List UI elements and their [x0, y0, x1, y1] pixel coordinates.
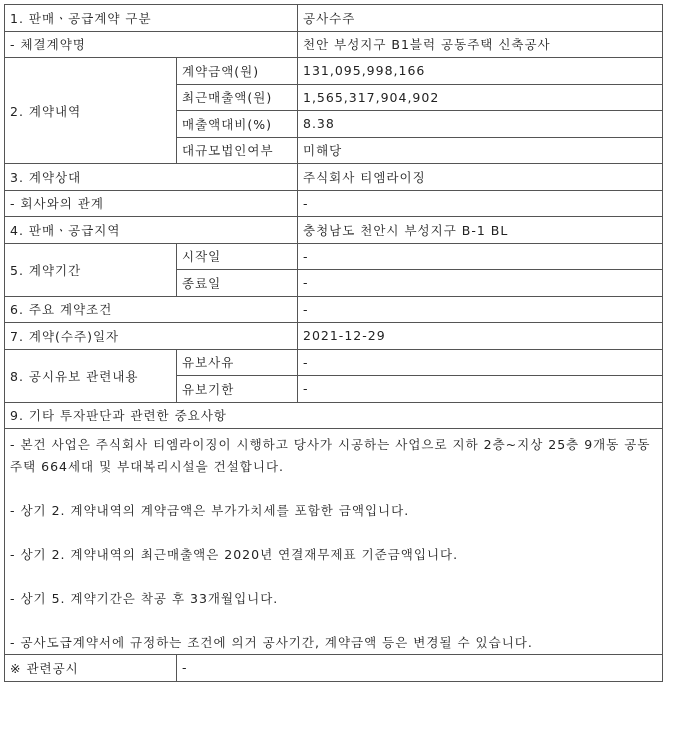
- large-corp-value: 미해당: [298, 137, 663, 164]
- other-matters-notes: [5, 429, 663, 655]
- sales-ratio-label: 매출액대비(%): [177, 111, 298, 138]
- start-date-label: 시작일: [177, 243, 298, 270]
- table-row: [5, 58, 663, 85]
- table-row: [5, 31, 663, 58]
- table-row: [5, 429, 663, 655]
- end-date-value: -: [298, 270, 663, 297]
- sales-type-label: 1. 판매ㆍ공급계약 구분: [5, 5, 298, 32]
- table-row: [5, 217, 663, 244]
- counterparty-label: 3. 계약상대: [5, 164, 298, 191]
- deferral-label: 8. 공시유보 관련내용: [5, 349, 177, 402]
- contract-details-label: 2. 계약내역: [5, 58, 177, 164]
- contract-name-value: 천안 부성지구 B1블럭 공동주택 신축공사: [298, 31, 663, 58]
- table-row: [5, 164, 663, 191]
- deferral-reason-value: -: [298, 349, 663, 376]
- table-row: [5, 402, 663, 429]
- main-terms-label: 6. 주요 계약조건: [5, 296, 298, 323]
- relation-value: -: [298, 190, 663, 217]
- related-disclosure-value: -: [177, 655, 663, 682]
- contract-disclosure-table: [4, 4, 663, 682]
- contract-date-value: 2021-12-29: [298, 323, 663, 350]
- table-row: [5, 296, 663, 323]
- table-row: [5, 323, 663, 350]
- counterparty-value: 주식회사 티엠라이징: [298, 164, 663, 191]
- recent-sales-label: 최근매출액(원): [177, 84, 298, 111]
- recent-sales-value: 1,565,317,904,902: [298, 84, 663, 111]
- period-label: 5. 계약기간: [5, 243, 177, 296]
- sales-type-value: 공사수주: [298, 5, 663, 32]
- end-date-label: 종료일: [177, 270, 298, 297]
- contract-date-label: 7. 계약(수주)일자: [5, 323, 298, 350]
- note-1: - 본건 사업은 주식회사 티엠라이징이 시행하고 당사가 시공하는 사업으로 지하 2층~지상 25층 9개동 공동주택 664세대 및 부대복리시설을 건설합니다.: [10, 437, 651, 474]
- table-row: [5, 243, 663, 270]
- other-matters-label: 9. 기타 투자판단과 관련한 중요사항: [5, 402, 663, 429]
- contract-amount-value: 131,095,998,166: [298, 58, 663, 85]
- related-disclosure-label: ※ 관련공시: [5, 655, 177, 682]
- note-5: - 공사도급계약서에 규정하는 조건에 의거 공사기간, 계약금액 등은 변경될 수 있습니다.: [10, 635, 533, 650]
- large-corp-label: 대규모법인여부: [177, 137, 298, 164]
- sales-ratio-value: 8.38: [298, 111, 663, 138]
- start-date-value: -: [298, 243, 663, 270]
- main-terms-value: -: [298, 296, 663, 323]
- note-4: - 상기 5. 계약기간은 착공 후 33개월입니다.: [10, 591, 279, 606]
- contract-amount-label: 계약금액(원): [177, 58, 298, 85]
- table-row: [5, 655, 663, 682]
- deferral-deadline-label: 유보기한: [177, 376, 298, 403]
- relation-label: - 회사와의 관계: [5, 190, 298, 217]
- table-row: [5, 5, 663, 32]
- contract-name-label: - 체결계약명: [5, 31, 298, 58]
- table-row: [5, 190, 663, 217]
- note-3: - 상기 2. 계약내역의 최근매출액은 2020년 연결재무제표 기준금액입니다.: [10, 547, 459, 562]
- deferral-deadline-value: -: [298, 376, 663, 403]
- table-row: [5, 349, 663, 376]
- region-label: 4. 판매ㆍ공급지역: [5, 217, 298, 244]
- note-2: - 상기 2. 계약내역의 계약금액은 부가가치세를 포함한 금액입니다.: [10, 503, 410, 518]
- deferral-reason-label: 유보사유: [177, 349, 298, 376]
- region-value: 충청남도 천안시 부성지구 B-1 BL: [298, 217, 663, 244]
